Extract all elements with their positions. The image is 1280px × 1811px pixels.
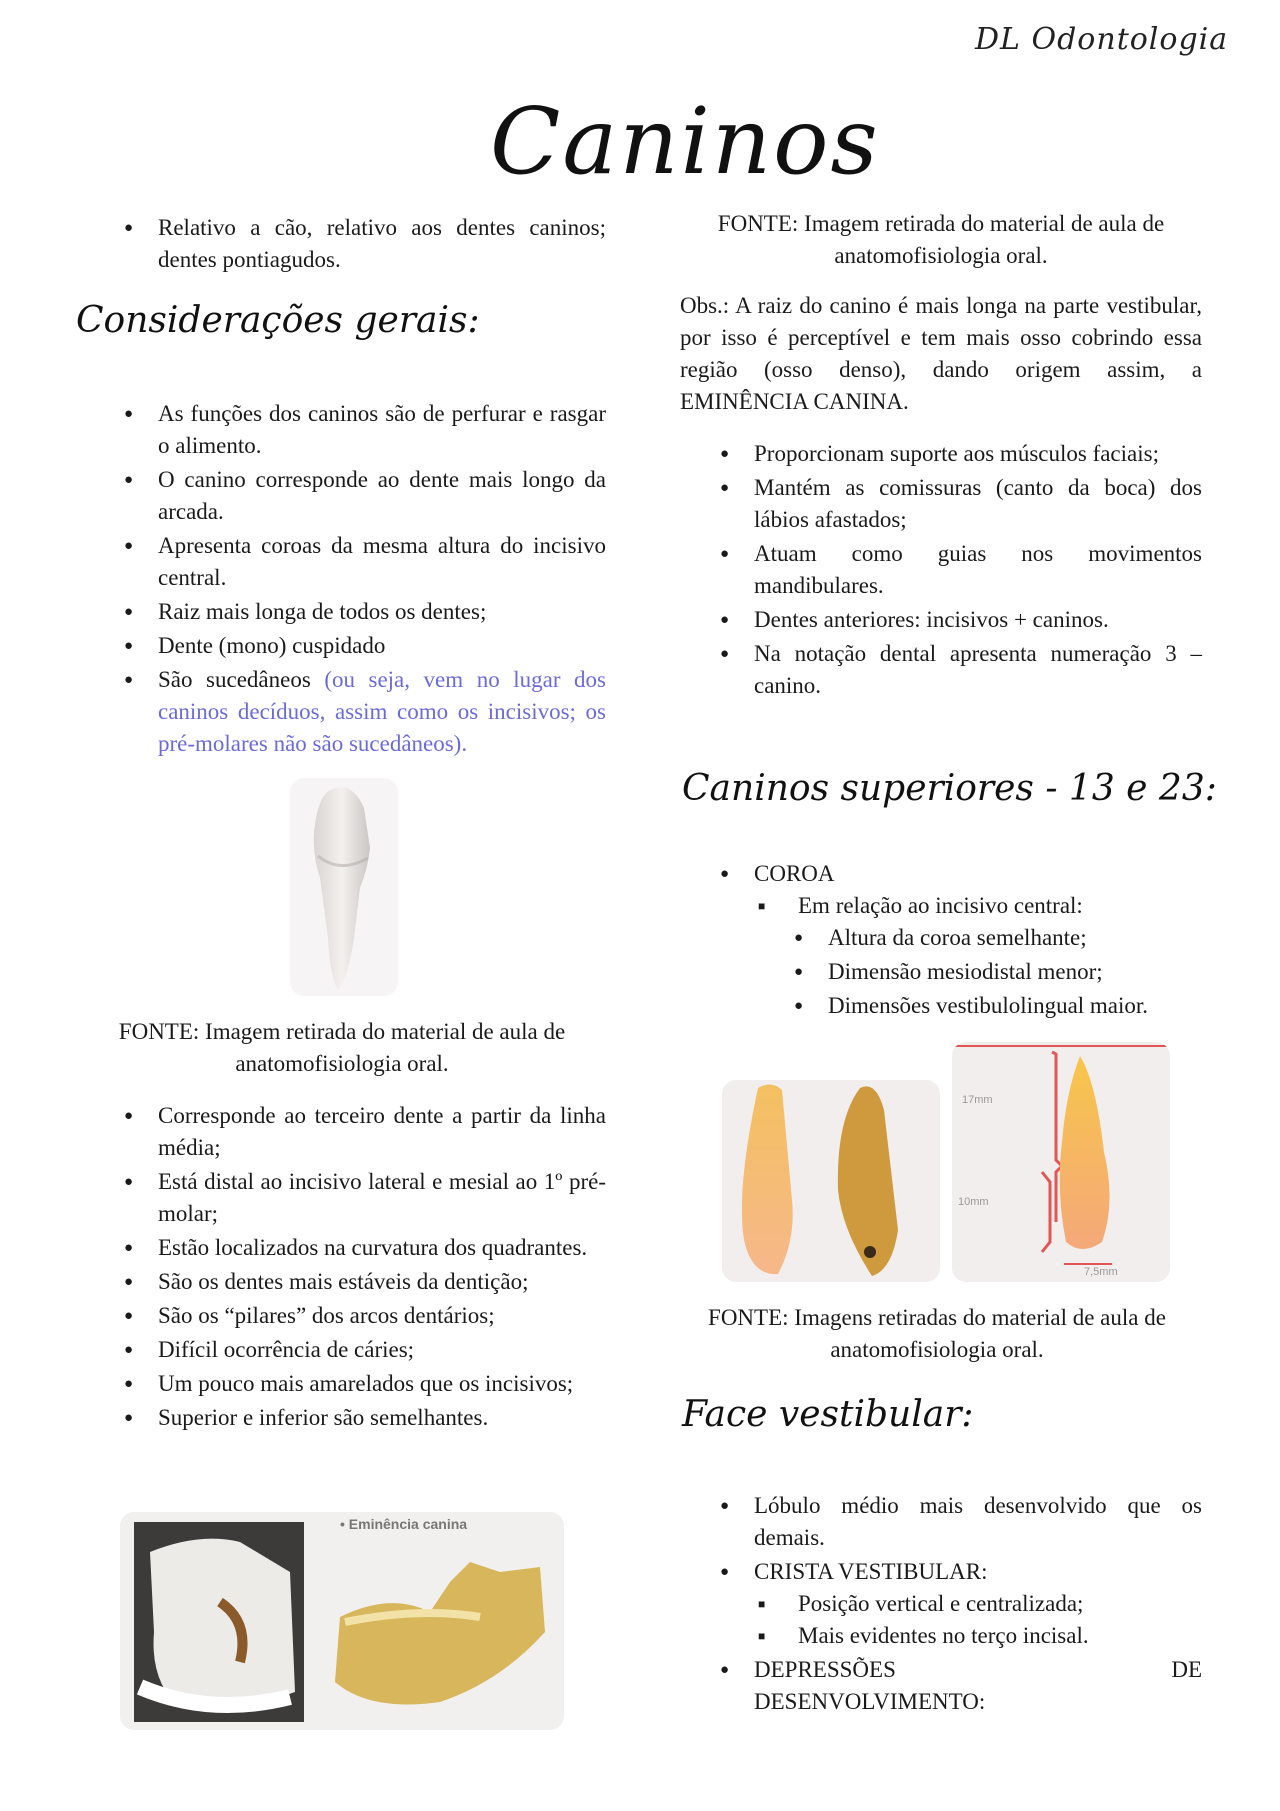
list-item: ● Relativo a cão, relativo aos dentes caninos; dentes pontiagudos. — [124, 212, 606, 276]
coroa-sub-label: Em relação ao incisivo central: — [798, 893, 1083, 918]
list-item: ● O canino corresponde ao dente mais longo da arcada. — [124, 464, 606, 528]
list-item: ● Superior e inferior são semelhantes. — [124, 1402, 606, 1434]
canine-measurements-image — [952, 1042, 1170, 1282]
list-item: ● As funções dos caninos são de perfurar e rasgar o alimento. — [124, 398, 606, 462]
obs-paragraph — [680, 290, 1202, 418]
list-item: ● Dentes anteriores: incisivos + caninos. — [720, 604, 1202, 636]
desenvolvimento-label: DESENVOLVIMENTO: — [754, 1689, 986, 1714]
list-item: ● São os “pilares” dos arcos dentários; — [124, 1300, 606, 1332]
jaw-skull-image — [120, 1512, 564, 1730]
list-item: ● Um pouco mais amarelados que os incisivos; — [124, 1368, 606, 1400]
sucedaneos-text: São sucedâneos — [158, 667, 325, 692]
coroa-list — [720, 858, 1202, 1024]
measure-label-7-5: 7,5mm — [1084, 1266, 1118, 1278]
canine-facts-list — [124, 1100, 606, 1436]
list-item — [720, 858, 1202, 1022]
section-heading-consideracoes: Considerações gerais: — [76, 300, 480, 341]
list-item: ● Raiz mais longa de todos os dentes; — [124, 596, 606, 628]
sub-list-item — [758, 890, 1202, 1022]
list-item: ● Na notação dental apresenta numeração 3 – canino. — [720, 638, 1202, 702]
depressoes-label: ● DEPRESSÕES — [754, 1657, 896, 1682]
list-item: ● Altura da coroa semelhante; — [794, 922, 1202, 954]
list-item: ● Está distal ao incisivo lateral e mesial ao 1º pré-molar; — [124, 1166, 606, 1230]
crista-label: CRISTA VESTIBULAR: — [754, 1559, 988, 1584]
sub-list-item: ■ Posição vertical e centralizada; — [758, 1588, 1202, 1620]
jaw-label: • Eminência canina — [340, 1516, 468, 1532]
upper-canine-views-image — [722, 1080, 940, 1282]
list-item: ● Dimensões vestibulolingual maior. — [794, 990, 1202, 1022]
image-caption: FONTE: Imagem retirada do material de aula de anatomofisiologia oral. — [717, 211, 1165, 268]
list-item: ● Difícil ocorrência de cáries; — [124, 1334, 606, 1366]
depressoes-de: DE — [1171, 1657, 1202, 1682]
list-item: ● Apresenta coroas da mesma altura do incisivo central. — [124, 530, 606, 594]
list-item: ● São os dentes mais estáveis da dentição; — [124, 1266, 606, 1298]
intro-block — [124, 212, 606, 278]
list-item: ● Atuam como guias nos movimentos mandibulares. — [720, 538, 1202, 602]
list-item: ● Corresponde ao terceiro dente a partir da linha média; — [124, 1100, 606, 1164]
list-item: ● Estão localizados na curvatura dos quadrantes. — [124, 1232, 606, 1264]
section-heading-face-vestibular: Face vestibular: — [682, 1394, 974, 1435]
measure-label-10: 10mm — [958, 1196, 989, 1208]
list-item — [720, 1654, 1202, 1718]
list-item: ● Proporcionam suporte aos músculos faciais; — [720, 438, 1202, 470]
obs-text: Obs.: A raiz do canino é mais longa na parte vestibular, por isso é perceptível e tem mais osso cobrindo essa região (osso denso), dando origem assim, a EMINÊNCIA CANINA. — [680, 293, 1202, 414]
image-caption: FONTE: Imagem retirada do material de aula de anatomofisiologia oral. — [118, 1019, 566, 1076]
list-item — [720, 1556, 1202, 1652]
brand-signature: DL Odontologia — [975, 22, 1229, 57]
canine-tooth-image — [290, 778, 398, 996]
list-item — [124, 664, 606, 760]
list-item: ● Dente (mono) cuspidado — [124, 630, 606, 662]
sub-list-item: ■ Mais evidentes no terço incisal. — [758, 1620, 1202, 1652]
image-caption: FONTE: Imagens retiradas do material de aula de anatomofisiologia oral. — [708, 1305, 1166, 1362]
face-vestibular-list — [720, 1490, 1202, 1720]
list-item: ● Mantém as comissuras (canto da boca) dos lábios afastados; — [720, 472, 1202, 536]
list-item: ● Dimensão mesiodistal menor; — [794, 956, 1202, 988]
page-title: Caninos — [490, 88, 880, 195]
list-item: ● Lóbulo médio mais desenvolvido que os demais. — [720, 1490, 1202, 1554]
sucedaneos-note: (ou seja, vem no lugar dos caninos decíduos, assim como os incisivos; os pré-molares não são sucedâneos). — [158, 667, 606, 756]
functions-list — [720, 438, 1202, 704]
coroa-label: COROA — [754, 861, 835, 886]
consideracoes-list — [124, 398, 606, 762]
measure-label-17: 17mm — [962, 1094, 993, 1106]
section-heading-superiores: Caninos superiores - 13 e 23: — [682, 768, 1217, 809]
